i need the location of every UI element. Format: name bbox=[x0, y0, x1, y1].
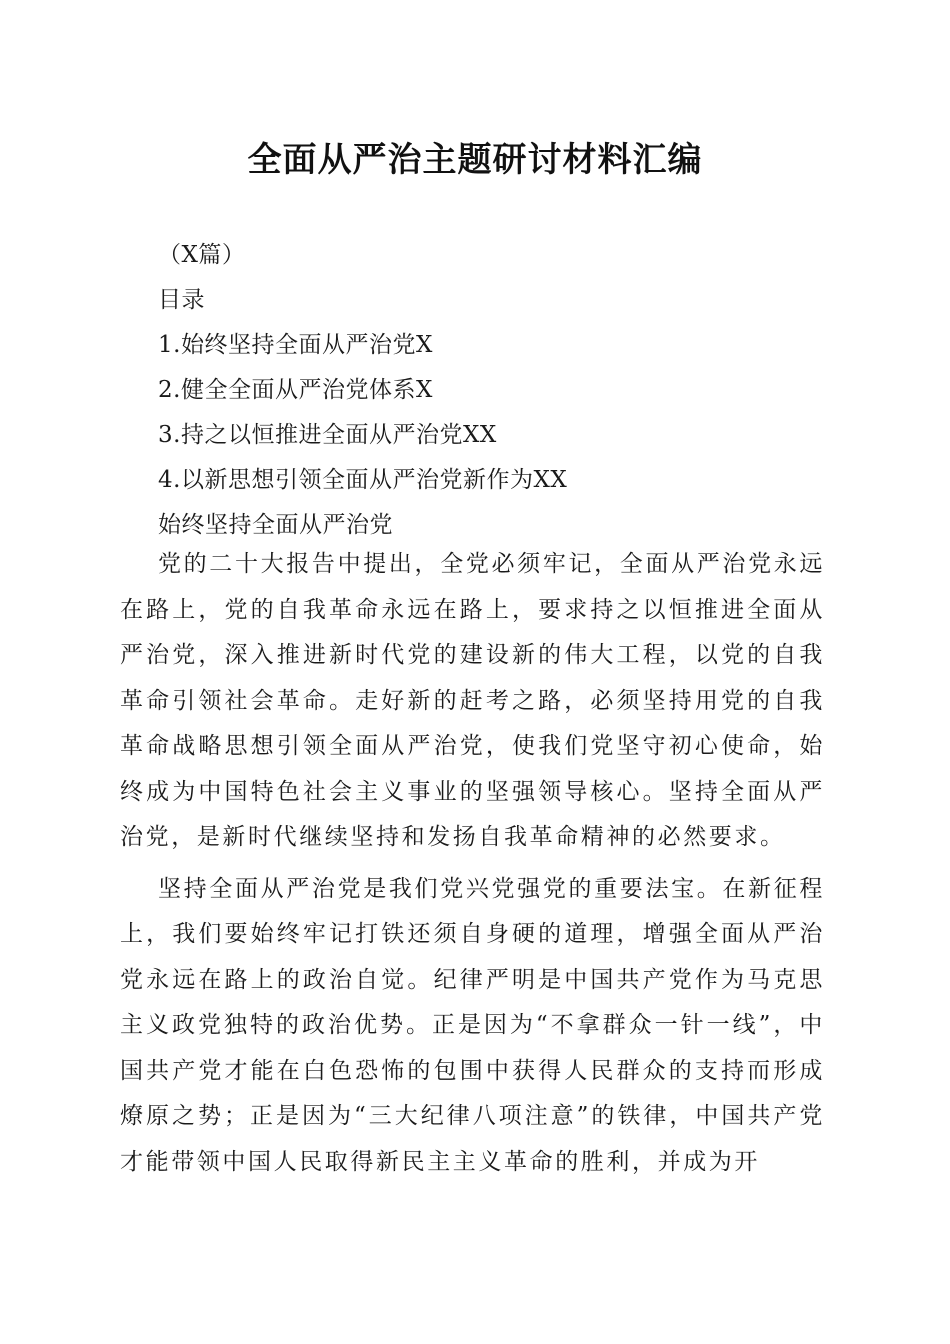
toc-block bbox=[120, 233, 825, 548]
paragraph: 坚持全面从严治党是我们党兴党强党的重要法宝。在新征程上，我们要始终牢记打铁还须自身硬的道理，增强全面从严治党永远在路上的政治自觉。纪律严明是中国共产党作为马克思主义政党独特的政治优势。正是因为“不拿群众一针一线”，中国共产党才能在白色恐怖的包围中获得人民群众的支持而形成燎原之势；正是因为“三大纪律八项注意”的铁律，中国共产党才能带领中国人民取得新民主主义革命的胜利，并成为开 bbox=[120, 875, 825, 1175]
section-title: 始终坚持全面从严治党 bbox=[158, 512, 393, 538]
count-note: （X篇） bbox=[158, 242, 246, 268]
toc-item: 2.健全全面从严治党体系X bbox=[158, 377, 433, 403]
paragraph: 党的二十大报告中提出，全党必须牢记，全面从严治党永远在路上，党的自我革命永远在路上，要求持之以恒推进全面从严治党，深入推进新时代党的建设新的伟大工程，以党的自我革命引领社会革命。走好新的赶考之路，必须坚持用党的自我革命战略思想引领全面从严治党，使我们党坚守初心使命，始终成为中国特色社会主义事业的坚强领导核心。坚持全面从严治党，是新时代继续坚持和发扬自我革命精神的必然要求。 bbox=[120, 551, 825, 850]
toc-item: 3.持之以恒推进全面从严治党XX bbox=[158, 422, 497, 448]
toc-heading: 目录 bbox=[158, 287, 205, 313]
toc-item: 1.始终坚持全面从严治党X bbox=[158, 332, 433, 358]
toc-item: 4.以新思想引领全面从严治党新作为XX bbox=[158, 467, 568, 493]
document-title: 全面从严治主题研讨材料汇编 bbox=[247, 140, 703, 180]
body-text bbox=[120, 542, 825, 1185]
